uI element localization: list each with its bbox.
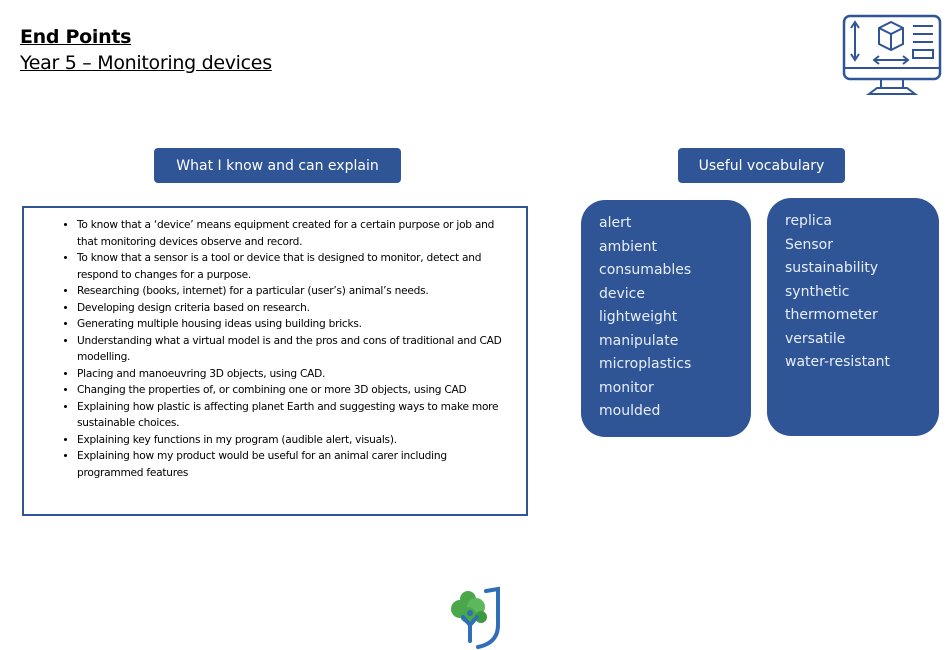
vocab-word: replica [785,213,833,229]
vocab-word: alert [599,215,632,231]
vocab-word: water-resistant [785,354,891,370]
list-item: • Placing and manoeuvring 3D objects, using CAD. [77,366,512,383]
know-panel [22,206,528,516]
list-item: • Understanding what a virtual model is and the pros and cons of traditional and CAD modelling. [77,333,512,366]
list-item: • To know that a sensor is a tool or device that is designed to monitor, detect and respond to changes for a purpose. [77,250,512,283]
vocab-word: sustainability [785,260,879,276]
know-list [24,208,526,481]
list-item: • Explaining key functions in my program (audible alert, visuals). [77,432,512,449]
list-item: • Explaining how my product would be useful for an animal carer including programmed features [77,448,512,481]
page-subtitle: Year 5 – Monitoring devices [20,52,272,74]
vocab-word: ambient [599,238,657,255]
vocab-word: consumables [599,262,692,278]
vocab-heading: Useful vocabulary [678,148,845,183]
vocab-word: versatile [785,330,846,347]
list-item: • Developing design criteria based on research. [77,300,512,317]
list-item: • Explaining how plastic is affecting planet Earth and suggesting ways to make more sustainable choices. [77,399,512,432]
vocab-word: microplastics [599,356,692,372]
vocab-word: lightweight [599,309,678,325]
vocab-word: manipulate [599,332,679,349]
list-item: • Generating multiple housing ideas using building bricks. [77,316,512,333]
list-item: • To know that a ‘device’ means equipment created for a certain purpose or job and that monitoring devices observe and record. [77,217,512,250]
vocab-word: thermometer [785,307,878,323]
vocab-word: moulded [599,403,661,419]
computer-3d-model-icon [841,14,943,98]
school-tree-logo-icon [448,585,508,649]
vocab-list-right [767,198,939,436]
vocab-word: Sensor [785,236,833,253]
know-heading: What I know and can explain [154,148,401,183]
list-item: • Researching (books, internet) for a particular (user’s) animal’s needs. [77,283,512,300]
vocab-word: synthetic [785,283,850,300]
vocab-word: device [599,285,645,302]
vocab-list-left [581,200,751,437]
page-title: End Points [20,26,132,48]
list-item: • Changing the properties of, or combining one or more 3D objects, using CAD [77,382,512,399]
vocab-word: monitor [599,379,654,396]
